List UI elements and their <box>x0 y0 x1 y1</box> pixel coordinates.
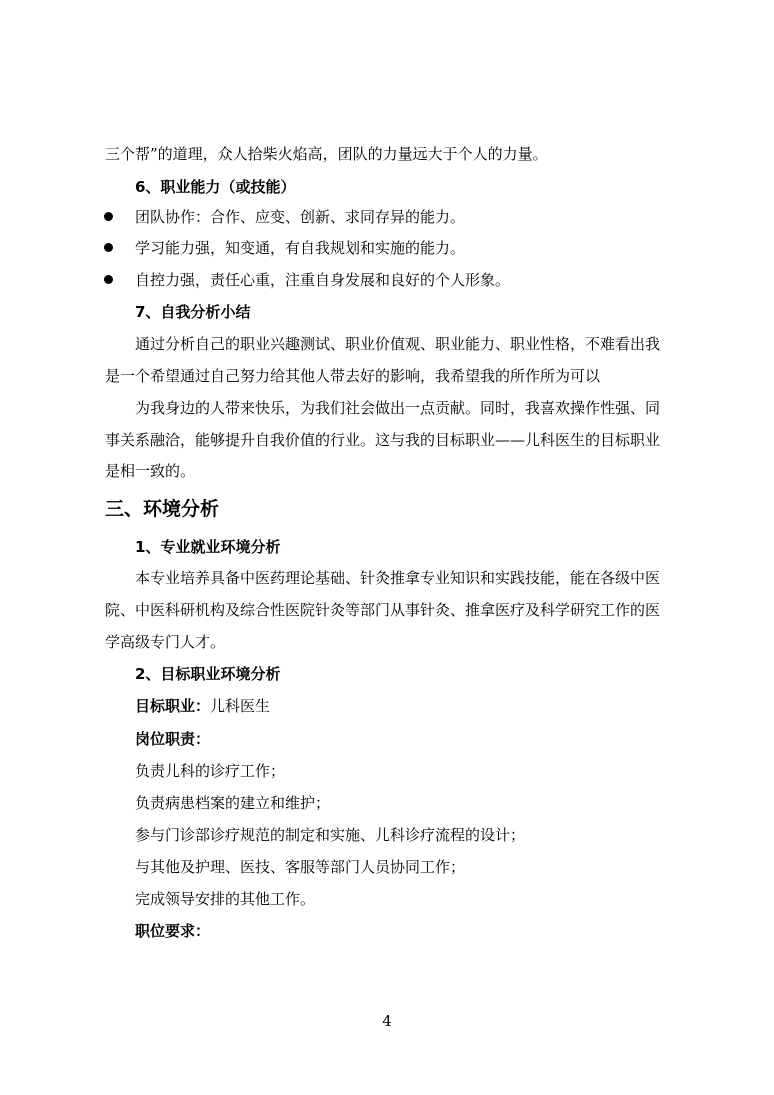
summary-line: 是一个希望通过自己努力给其他人带去好的影响，我希望我的所作所为可以 <box>105 367 601 385</box>
section-7-heading: 7、自我分析小结 <box>135 303 251 321</box>
bullet-icon <box>104 243 113 252</box>
list-item: 学习能力强，知变通，有自我规划和实施的能力。 <box>135 239 466 257</box>
bullet-icon <box>104 212 113 221</box>
duty-item: 负责儿科的诊疗工作； <box>135 762 286 780</box>
paragraph-continuation: 三个帮”的道理，众人拾柴火焰高，团队的力量远大于个人的力量。 <box>105 145 548 163</box>
target-career-label: 目标职业： <box>135 697 211 715</box>
bullet-icon <box>104 275 113 284</box>
list-item: 团队协作：合作、应变、创新、求同存异的能力。 <box>135 208 466 226</box>
list-item: 自控力强，责任心重，注重自身发展和良好的个人形象。 <box>135 271 511 289</box>
duty-item: 参与门诊部诊疗规范的制定和实施、儿科诊疗流程的设计； <box>135 826 526 844</box>
duty-item: 与其他及护理、医技、客服等部门人员协同工作； <box>135 858 466 876</box>
chapter-3-heading: 三、环境分析 <box>105 498 220 520</box>
employment-line: 学高级专门人才。 <box>105 633 226 651</box>
employment-line: 院、中医科研机构及综合性医院针灸等部门从事针灸、推拿医疗及科学研究工作的医 <box>105 601 661 619</box>
page-number: 4 <box>382 1012 392 1030</box>
duties-label: 岗位职责： <box>135 730 211 748</box>
summary-line: 通过分析自己的职业兴趣测试、职业价值观、职业能力、职业性格，不难看出我 <box>135 335 661 353</box>
employment-line: 本专业培养具备中医药理论基础、针灸推拿专业知识和实践技能，能在各级中医 <box>135 569 661 587</box>
duty-item: 完成领导安排的其他工作。 <box>135 890 316 908</box>
target-career-value: 儿科医生 <box>210 697 271 715</box>
subsection-2-heading: 2、目标职业环境分析 <box>135 665 281 683</box>
summary-line: 是相一致的。 <box>105 462 196 480</box>
summary-line: 事关系融洽，能够提升自我价值的行业。这与我的目标职业——儿科医生的目标职业 <box>105 431 661 449</box>
requirements-label: 职位要求： <box>135 922 211 940</box>
subsection-1-heading: 1、专业就业环境分析 <box>135 538 281 556</box>
target-career-line <box>0 696 774 716</box>
duty-item: 负责病患档案的建立和维护； <box>135 794 331 812</box>
summary-line: 为我身边的人带来快乐，为我们社会做出一点贡献。同时，我喜欢操作性强、同 <box>135 399 661 417</box>
section-6-heading: 6、职业能力（或技能） <box>135 178 296 196</box>
